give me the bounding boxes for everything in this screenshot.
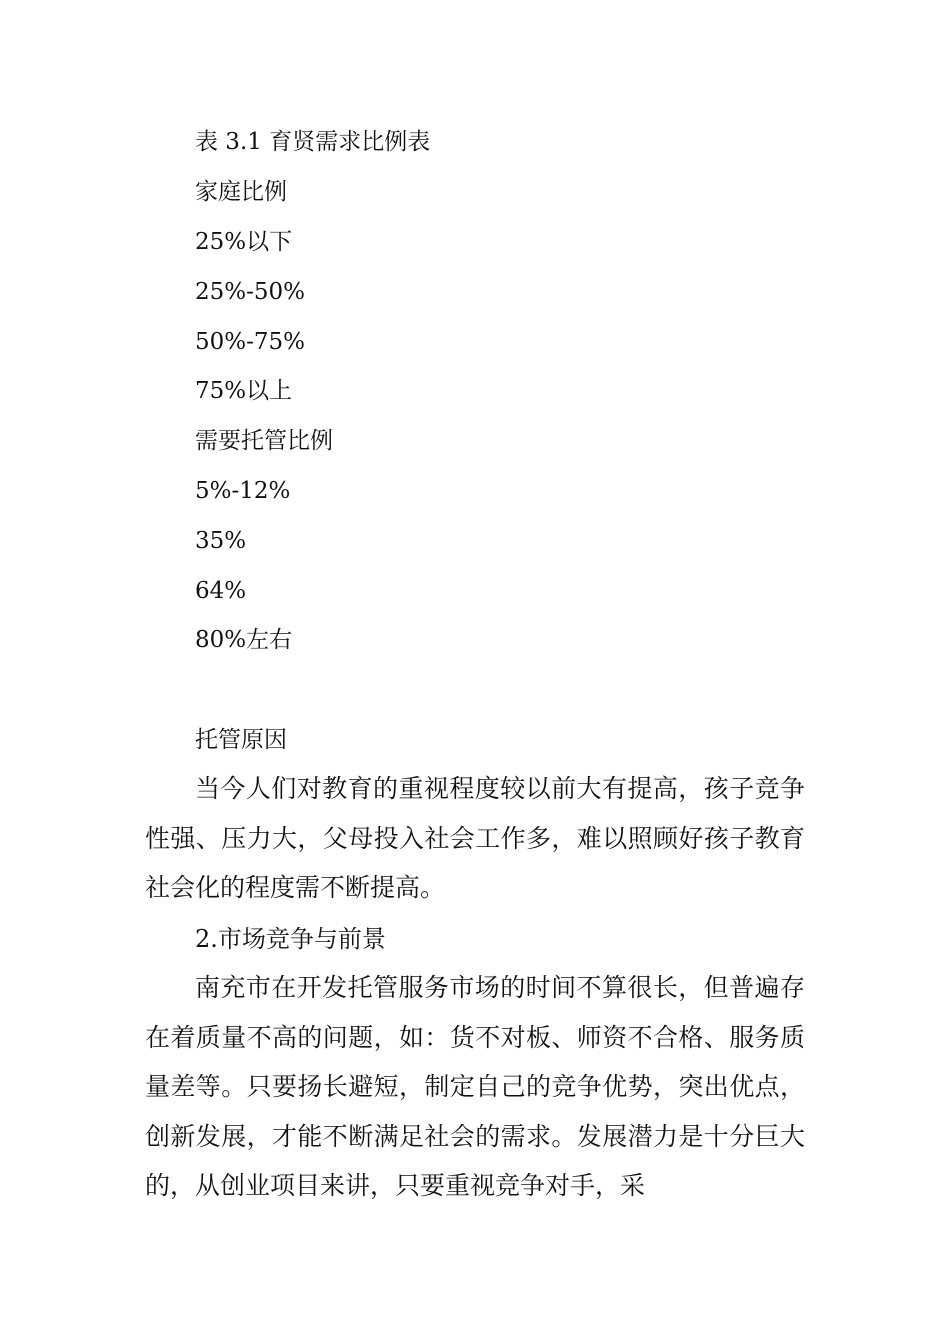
table-column-header-family-ratio: 家庭比例 xyxy=(195,179,287,205)
table-caption: 表 3.1 育贤需求比例表 xyxy=(195,129,431,155)
table-cell: 50%-75% xyxy=(195,329,306,355)
table-column-header-care-ratio: 需要托管比例 xyxy=(195,428,333,454)
section-heading-market: 2.市场竞争与前景 xyxy=(195,925,386,953)
table-cell: 80%左右 xyxy=(195,627,293,653)
table-cell: 25%以下 xyxy=(195,229,293,255)
table-cell: 64% xyxy=(195,578,247,604)
table-cell: 25%-50% xyxy=(195,279,306,305)
table-cell: 5%-12% xyxy=(195,478,291,504)
reason-paragraph: 当今人们对教育的重视程度较以前大有提高，孩子竞争性强、压力大，父母投入社会工作多，难以照顾好孩子教育社会化的程度需不断提高。 xyxy=(145,774,805,902)
market-paragraph: 南充市在开发托管服务市场的时间不算很长，但普遍存在着质量不高的问题，如：货不对板、师资不合格、服务质量差等。只要扬长避短，制定自己的竞争优势，突出优点，创新发展，才能不断满足社会的需求。发展潜力是十分巨大的，从创业项目来讲，只要重视竞争对手，采 xyxy=(145,973,805,1200)
section-heading-reason: 托管原因 xyxy=(195,727,287,753)
table-cell: 35% xyxy=(195,528,247,554)
table-cell: 75%以上 xyxy=(195,378,293,404)
